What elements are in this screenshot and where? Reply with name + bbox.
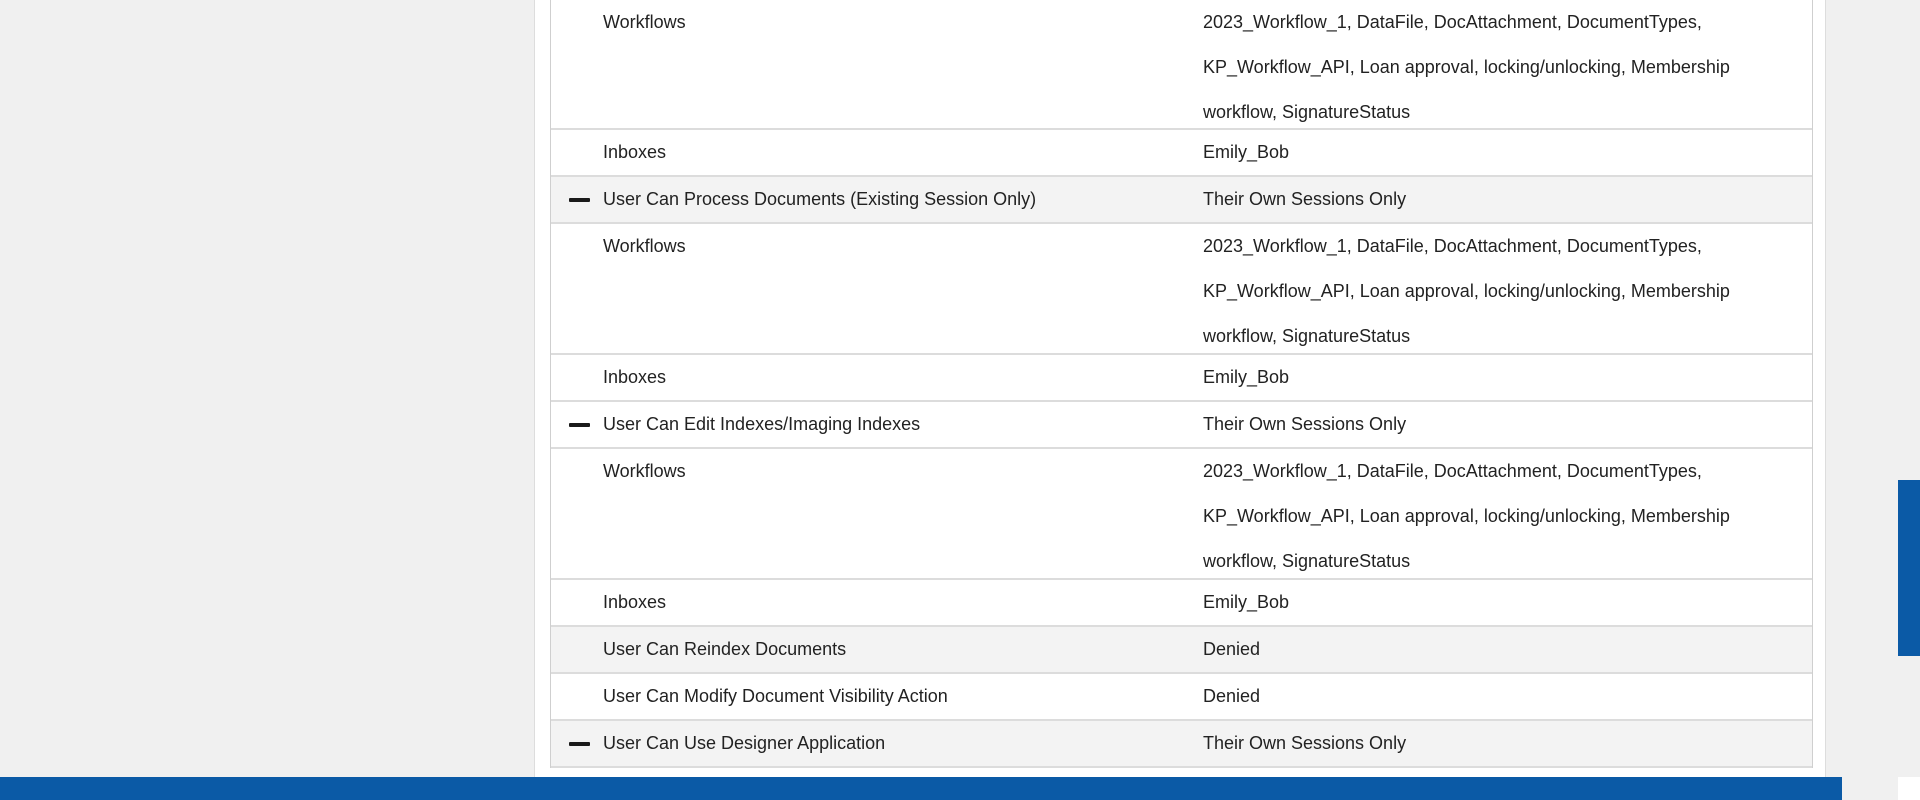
toggle-cell bbox=[551, 449, 603, 578]
toggle-cell bbox=[551, 580, 603, 625]
permission-value: 2023_Workflow_1, DataFile, DocAttachment, DocumentTypes, KP_Workflow_API, Loan approval, locking/unlocking, Membership workflow, SignatureStatus bbox=[1203, 461, 1730, 571]
toggle-cell[interactable] bbox=[551, 177, 603, 222]
permission-label: User Can Process Documents (Existing Session Only) bbox=[603, 189, 1037, 209]
permission-label: Workflows bbox=[603, 461, 686, 481]
table-row[interactable] bbox=[551, 177, 1812, 224]
toggle-cell bbox=[551, 627, 603, 672]
permission-value: Emily_Bob bbox=[1203, 592, 1290, 612]
toggle-cell[interactable] bbox=[551, 721, 603, 766]
table-row bbox=[551, 627, 1812, 674]
permission-label: User Can Edit Indexes/Imaging Indexes bbox=[603, 414, 921, 434]
permission-value: 2023_Workflow_1, DataFile, DocAttachment, DocumentTypes, KP_Workflow_API, Loan approval, locking/unlocking, Membership workflow, SignatureStatus bbox=[1203, 236, 1730, 346]
scrollbar-corner bbox=[1898, 777, 1920, 800]
permission-value: Denied bbox=[1203, 686, 1261, 706]
toggle-cell[interactable] bbox=[551, 402, 603, 447]
scrollbar-thumb[interactable] bbox=[1898, 480, 1920, 656]
permission-value: Their Own Sessions Only bbox=[1203, 733, 1407, 753]
toggle-cell bbox=[551, 224, 603, 353]
toggle-cell bbox=[551, 355, 603, 400]
permission-label: Workflows bbox=[603, 12, 686, 32]
toggle-cell bbox=[551, 0, 603, 128]
permission-value: Emily_Bob bbox=[1203, 142, 1290, 162]
permissions-table bbox=[550, 0, 1813, 768]
permission-value: 2023_Workflow_1, DataFile, DocAttachment, DocumentTypes, KP_Workflow_API, Loan approval, locking/unlocking, Membership workflow, SignatureStatus bbox=[1203, 12, 1730, 122]
permission-label: User Can Modify Document Visibility Action bbox=[603, 686, 948, 706]
table-row[interactable] bbox=[551, 402, 1812, 449]
permission-value: Emily_Bob bbox=[1203, 367, 1290, 387]
permission-label: User Can Reindex Documents bbox=[603, 639, 847, 659]
minus-icon[interactable] bbox=[569, 423, 590, 427]
permission-value: Denied bbox=[1203, 639, 1261, 659]
permission-label: Inboxes bbox=[603, 367, 667, 387]
permission-label: Workflows bbox=[603, 236, 686, 256]
permission-label: Inboxes bbox=[603, 592, 667, 612]
table-row bbox=[551, 130, 1812, 177]
table-row[interactable] bbox=[551, 721, 1812, 768]
permission-value: Their Own Sessions Only bbox=[1203, 189, 1407, 209]
table-row bbox=[551, 674, 1812, 721]
toggle-cell bbox=[551, 674, 603, 719]
table-row bbox=[551, 224, 1812, 355]
table-row bbox=[551, 580, 1812, 627]
table-row bbox=[551, 355, 1812, 402]
horizontal-scrollbar[interactable] bbox=[0, 777, 1842, 800]
permission-label: User Can Use Designer Application bbox=[603, 733, 886, 753]
permission-value: Their Own Sessions Only bbox=[1203, 414, 1407, 434]
toggle-cell bbox=[551, 130, 603, 175]
minus-icon[interactable] bbox=[569, 198, 590, 202]
permission-label: Inboxes bbox=[603, 142, 667, 162]
table-row bbox=[551, 449, 1812, 580]
table-row bbox=[551, 0, 1812, 130]
minus-icon[interactable] bbox=[569, 742, 590, 746]
